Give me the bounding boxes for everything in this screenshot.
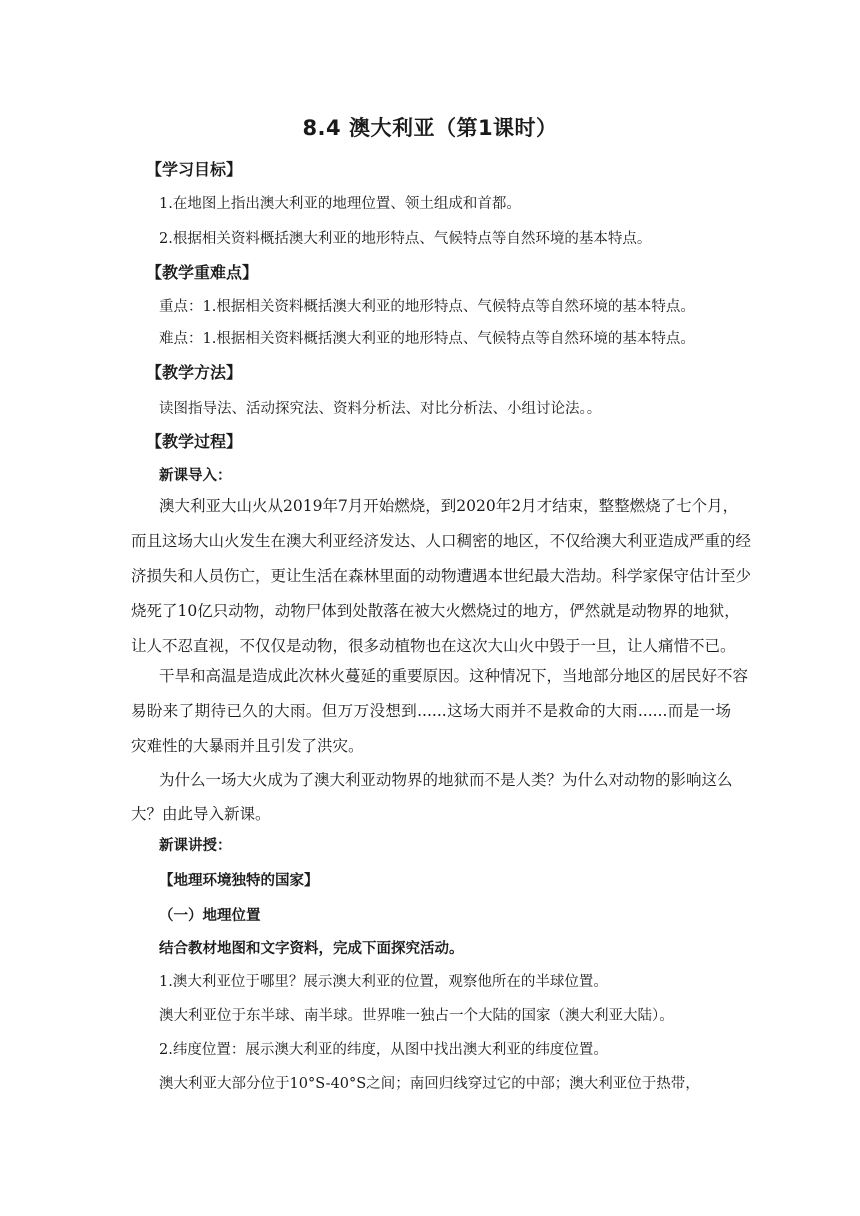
objective-item-1: 1.在地图上指出澳大利亚的地理位置、领土组成和首都。 — [159, 196, 521, 212]
objective-item-2: 2.根据相关资料概括澳大利亚的地形特点、气候特点等自然环境的基本特点。 — [159, 231, 652, 247]
question-2: 2.纬度位置：展示澳大利亚的纬度，从图中找出澳大利亚的纬度位置。 — [159, 1042, 608, 1058]
intro-paragraph-2-line: 灾难性的大暴雨并且引发了洪灾。 — [131, 737, 364, 755]
intro-paragraph-1-line: 烧死了10亿只动物，动物尸体到处散落在被大火燃烧过的地方，俨然就是动物界的地狱， — [131, 602, 740, 620]
intro-paragraph-2-line: 干旱和高温是造成此次林火蔓延的重要原因。这种情况下，当地部分地区的居民好不容 — [159, 667, 749, 685]
key-points-heading: 【教学重难点】 — [146, 263, 259, 282]
country-heading: 【地理环境独特的国家】 — [159, 873, 319, 889]
question-1: 1.澳大利亚位于哪里？展示澳大利亚的位置，观察他所在的半球位置。 — [159, 974, 608, 990]
key-point-item: 重点：1.根据相关资料概括澳大利亚的地形特点、气候特点等自然环境的基本特点。 — [159, 299, 695, 315]
methods-text: 读图指导法、活动探究法、资料分析法、对比分析法、小组讨论法。。 — [159, 401, 602, 417]
objectives-heading: 【学习目标】 — [146, 160, 243, 179]
intro-heading: 新课导入： — [159, 468, 232, 484]
answer-2: 澳大利亚大部分位于10°S-40°S之间；南回归线穿过它的中部；澳大利亚位于热带， — [159, 1076, 700, 1092]
intro-paragraph-2-line: 易盼来了期待已久的大雨。但万万没想到......这场大雨并不是救命的大雨......而是一场 — [131, 702, 731, 720]
intro-paragraph-1-line: 济损失和人员伤亡，更让生活在森林里面的动物遭遇本世纪最大浩劫。科学家保守估计至少 — [131, 567, 752, 585]
location-heading: （一）地理位置 — [159, 908, 261, 924]
intro-paragraph-3-line: 大？由此导入新课。 — [131, 805, 271, 823]
activity-heading: 结合教材地图和文字资料，完成下面探究活动。 — [159, 941, 464, 957]
intro-paragraph-3-line: 为什么一场大火成为了澳大利亚动物界的地狱而不是人类？为什么对动物的影响这么 — [159, 771, 733, 789]
page-title: 8.4 澳大利亚（第1课时） — [302, 116, 558, 140]
process-heading: 【教学过程】 — [146, 432, 243, 451]
difficult-point-item: 难点：1.根据相关资料概括澳大利亚的地形特点、气候特点等自然环境的基本特点。 — [159, 331, 695, 347]
methods-heading: 【教学方法】 — [146, 363, 243, 382]
answer-1: 澳大利亚位于东半球、南半球。世界唯一独占一个大陆的国家（澳大利亚大陆）。 — [159, 1008, 674, 1024]
intro-paragraph-1-line: 澳大利亚大山火从2019年7月开始燃烧，到2020年2月才结束，整整燃烧了七个月， — [159, 497, 739, 515]
lecture-heading: 新课讲授： — [159, 838, 232, 854]
intro-paragraph-1-line: 让人不忍直视，不仅仅是动物，很多动植物也在这次大山火中毁于一旦，让人痛惜不已。 — [131, 637, 736, 655]
intro-paragraph-1-line: 而且这场大山火发生在澳大利亚经济发达、人口稠密的地区，不仅给澳大利亚造成严重的经 — [131, 532, 752, 550]
